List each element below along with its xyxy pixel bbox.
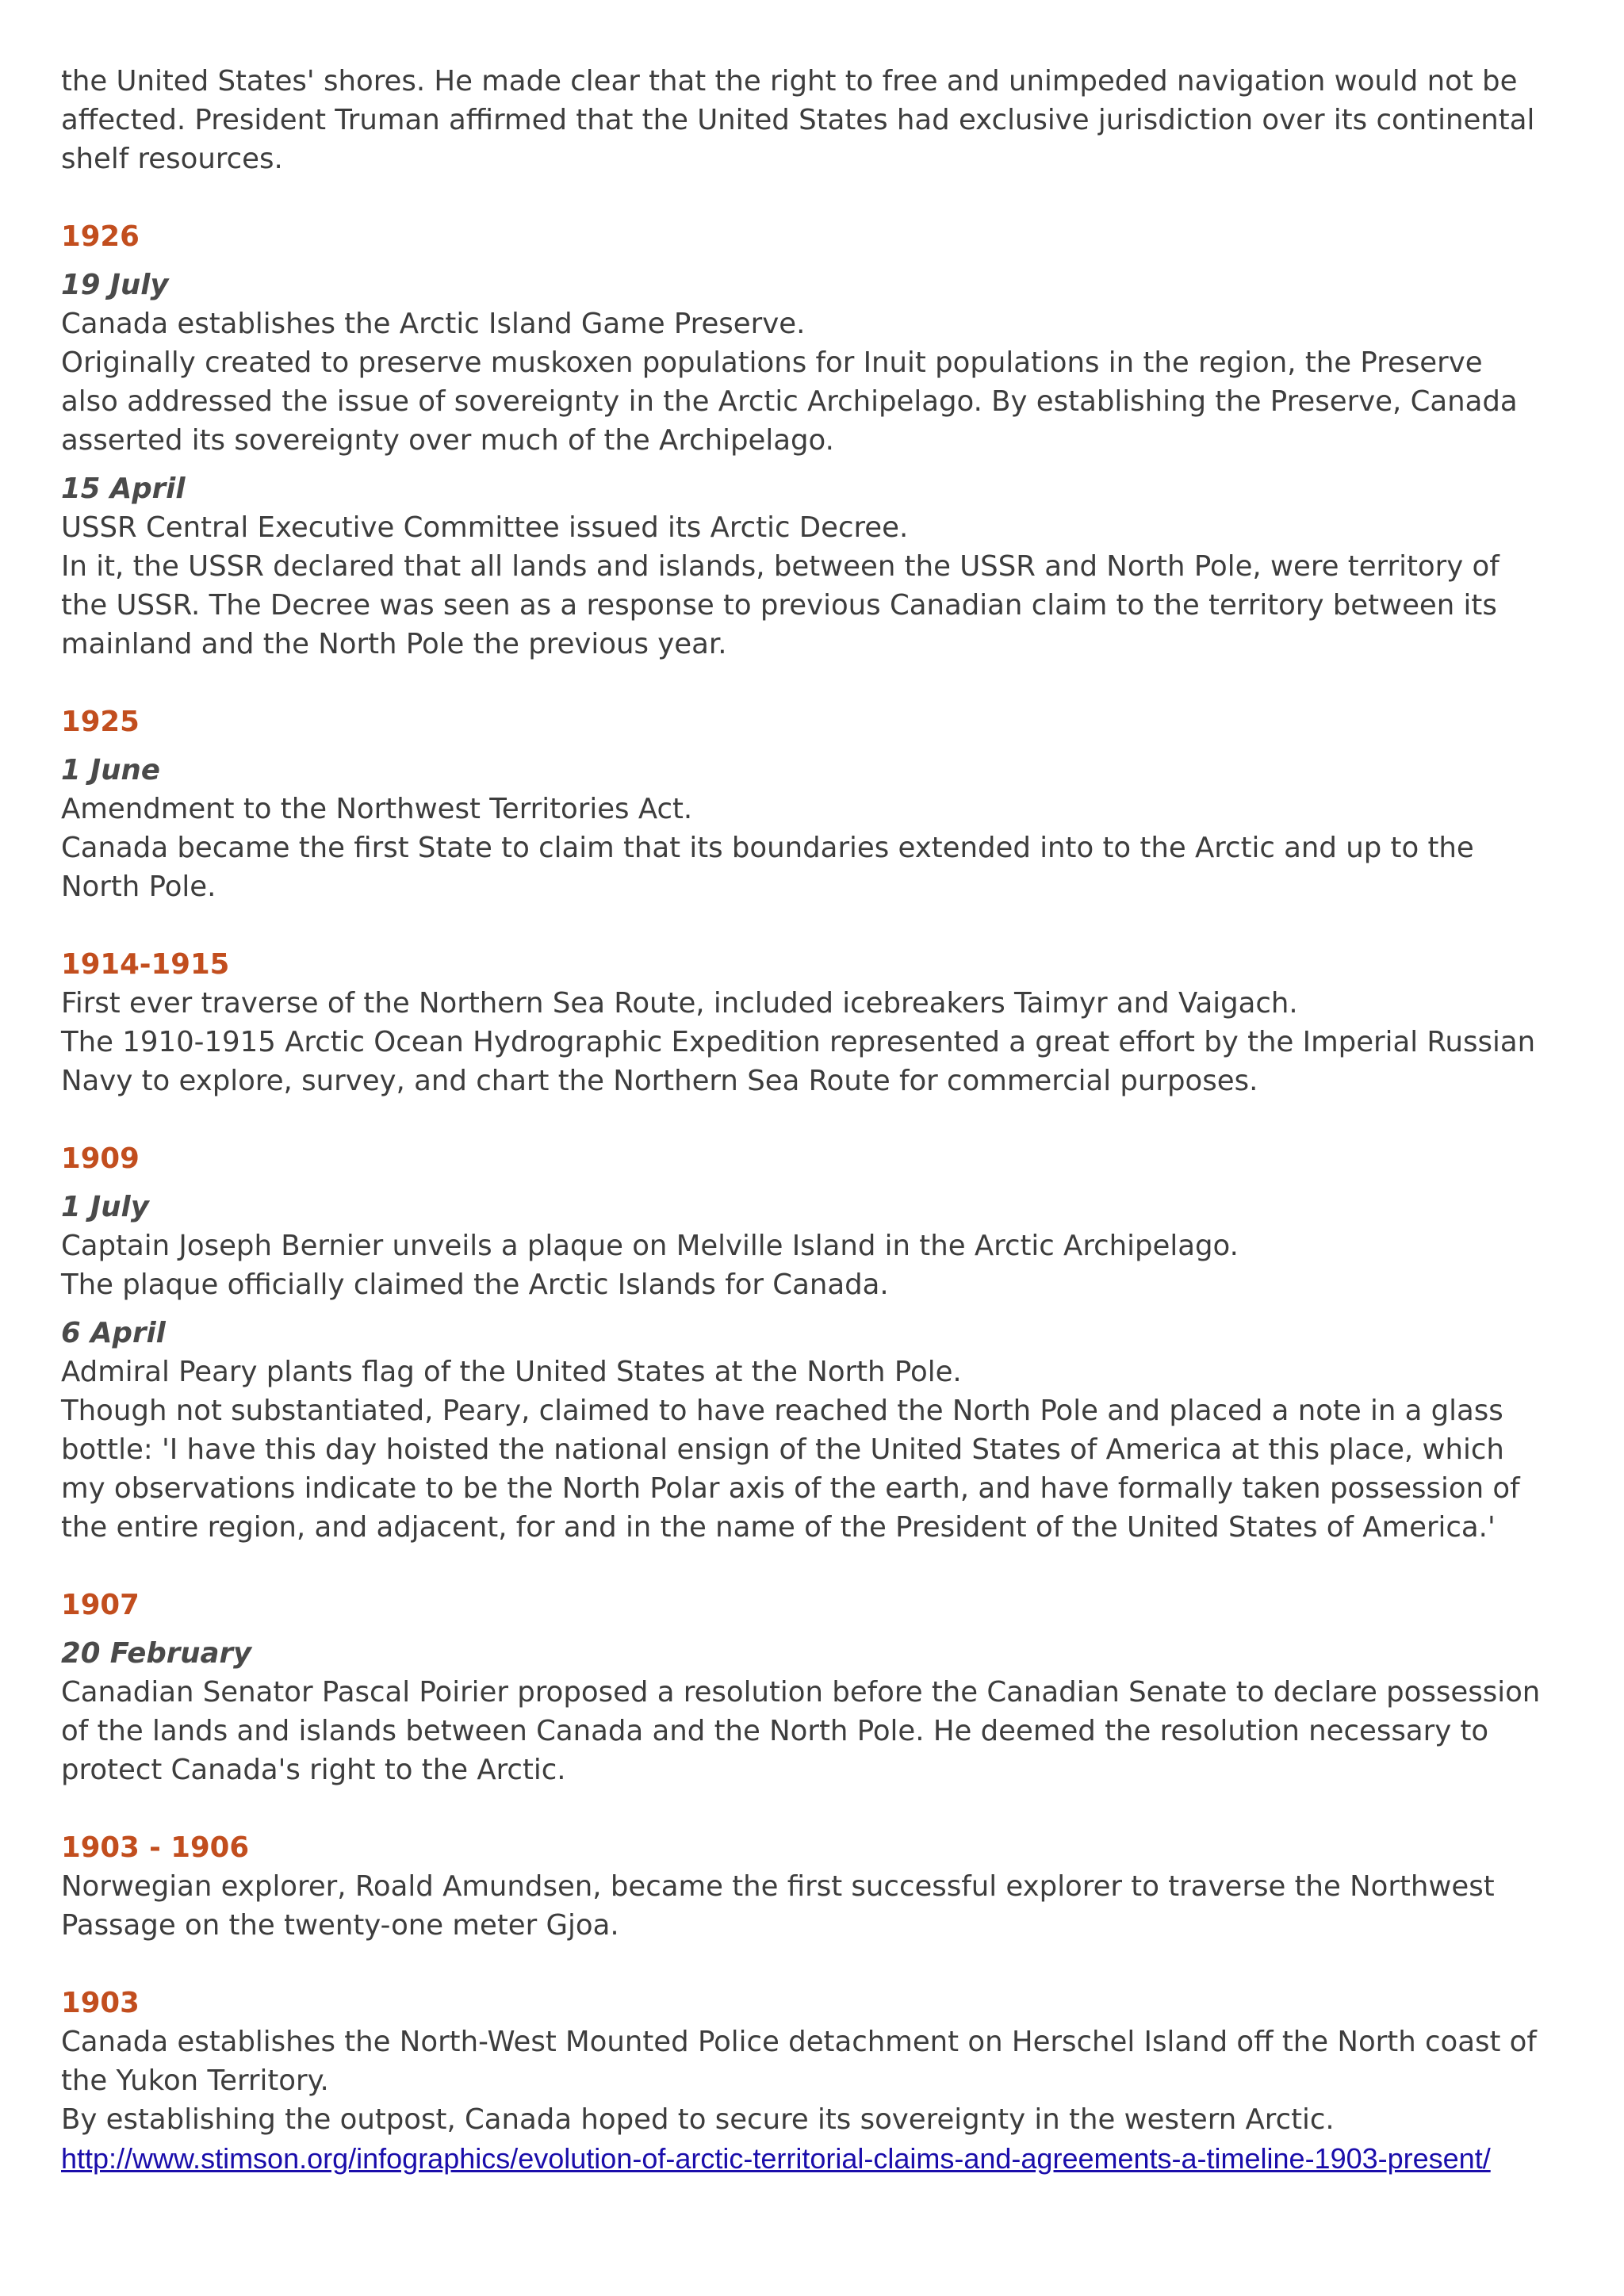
entry-text-line: Admiral Peary plants flag of the United States at the North Pole. bbox=[61, 1356, 962, 1388]
intro-line: shelf resources. bbox=[61, 143, 283, 175]
year-section bbox=[61, 945, 1568, 1100]
entry-text-line: The plaque officially claimed the Arctic Islands for Canada. bbox=[61, 1269, 889, 1301]
entry-text-line: Canada became the first State to claim that its boundaries extended into to the Arctic and up to the bbox=[61, 832, 1474, 864]
entry-text-line: bottle: 'I have this day hoisted the national ensign of the United States of America at this place, which bbox=[61, 1433, 1504, 1466]
entry-date: 15 April bbox=[61, 473, 186, 505]
entry-text-line: Captain Joseph Bernier unveils a plaque on Melville Island in the Arctic Archipelago. bbox=[61, 1230, 1239, 1262]
year-heading: 1903 bbox=[61, 1987, 140, 2019]
year-section bbox=[61, 702, 1568, 906]
entry-text-line: the entire region, and adjacent, for and in the name of the President of the United States of America.' bbox=[61, 1511, 1496, 1544]
entry-date: 1 July bbox=[61, 1191, 149, 1223]
entry-text-line: Originally created to preserve muskoxen populations for Inuit populations in the region, the Preserve bbox=[61, 346, 1483, 379]
entry-date: 19 July bbox=[61, 269, 169, 301]
entry-text-line: the USSR. The Decree was seen as a response to previous Canadian claim to the territory between its bbox=[61, 589, 1497, 622]
entry-text-line: the Yukon Territory. bbox=[61, 2064, 329, 2097]
entry-text-line: Canadian Senator Pascal Poirier proposed a resolution before the Canadian Senate to declare possession bbox=[61, 1676, 1541, 1709]
year-heading: 1903 - 1906 bbox=[61, 1831, 250, 1864]
year-section bbox=[61, 1984, 1568, 2139]
entry-text-line: asserted its sovereignty over much of the Archipelago. bbox=[61, 424, 834, 457]
entry-text-line: of the lands and islands between Canada and the North Pole. He deemed the resolution necessary to bbox=[61, 1715, 1489, 1747]
entry-text-line: Canada establishes the Arctic Island Game Preserve. bbox=[61, 308, 806, 340]
entry-text-line: By establishing the outpost, Canada hoped to secure its sovereignty in the western Arctic. bbox=[61, 2103, 1335, 2136]
timeline-sections bbox=[61, 217, 1568, 2139]
year-heading: 1926 bbox=[61, 220, 140, 253]
year-heading: 1907 bbox=[61, 1589, 140, 1621]
entry-text-line: The 1910-1915 Arctic Ocean Hydrographic Expedition represented a great effort by the Imperial Russian bbox=[61, 1026, 1536, 1058]
entry-text-line: Passage on the twenty-one meter Gjoa. bbox=[61, 1909, 619, 1942]
intro-line: affected. President Truman affirmed that the United States had exclusive jurisdiction over its continental bbox=[61, 104, 1535, 136]
entry-text-line: Though not substantiated, Peary, claimed to have reached the North Pole and placed a note in a glass bbox=[61, 1395, 1503, 1427]
year-section bbox=[61, 1139, 1568, 1547]
entry-text-line: Amendment to the Northwest Territories Act. bbox=[61, 793, 693, 825]
timeline-document bbox=[61, 62, 1568, 2178]
year-section bbox=[61, 1586, 1568, 1789]
entry-text-line: First ever traverse of the Northern Sea Route, included icebreakers Taimyr and Vaigach. bbox=[61, 987, 1298, 1020]
intro-paragraph bbox=[61, 62, 1568, 178]
year-heading: 1909 bbox=[61, 1142, 140, 1175]
year-heading: 1914-1915 bbox=[61, 948, 230, 981]
year-section bbox=[61, 1828, 1568, 1945]
entry-date: 1 June bbox=[61, 754, 160, 786]
entry-text-line: USSR Central Executive Committee issued its Arctic Decree. bbox=[61, 511, 909, 544]
entry-text-line: my observations indicate to be the North Polar axis of the earth, and have formally taken possession of bbox=[61, 1472, 1520, 1505]
entry-text-line: North Pole. bbox=[61, 871, 216, 903]
entry-date: 6 April bbox=[61, 1317, 166, 1349]
entry-text-line: Canada establishes the North-West Mounted Police detachment on Herschel Island off the North coast of bbox=[61, 2026, 1537, 2058]
source-link[interactable]: http://www.stimson.org/infographics/evolution-of-arctic-territorial-claims-and-agreements-a-timeline-1903-present/ bbox=[61, 2142, 1491, 2175]
entry-text-line: Norwegian explorer, Roald Amundsen, became the first successful explorer to traverse the Northwest bbox=[61, 1870, 1495, 1903]
year-heading: 1925 bbox=[61, 706, 140, 738]
year-section bbox=[61, 217, 1568, 664]
entry-text-line: mainland and the North Pole the previous year. bbox=[61, 628, 727, 660]
entry-date: 20 February bbox=[61, 1637, 252, 1670]
entry-text-line: Navy to explore, survey, and chart the Northern Sea Route for commercial purposes. bbox=[61, 1065, 1258, 1097]
entry-text-line: also addressed the issue of sovereignty in the Arctic Archipelago. By establishing the Preserve, Canada bbox=[61, 385, 1518, 418]
entry-text-line: protect Canada's right to the Arctic. bbox=[61, 1754, 566, 1786]
entry-text-line: In it, the USSR declared that all lands and islands, between the USSR and North Pole, were territory of bbox=[61, 550, 1500, 583]
intro-line: the United States' shores. He made clear that the right to free and unimpeded navigation would not be bbox=[61, 65, 1518, 98]
